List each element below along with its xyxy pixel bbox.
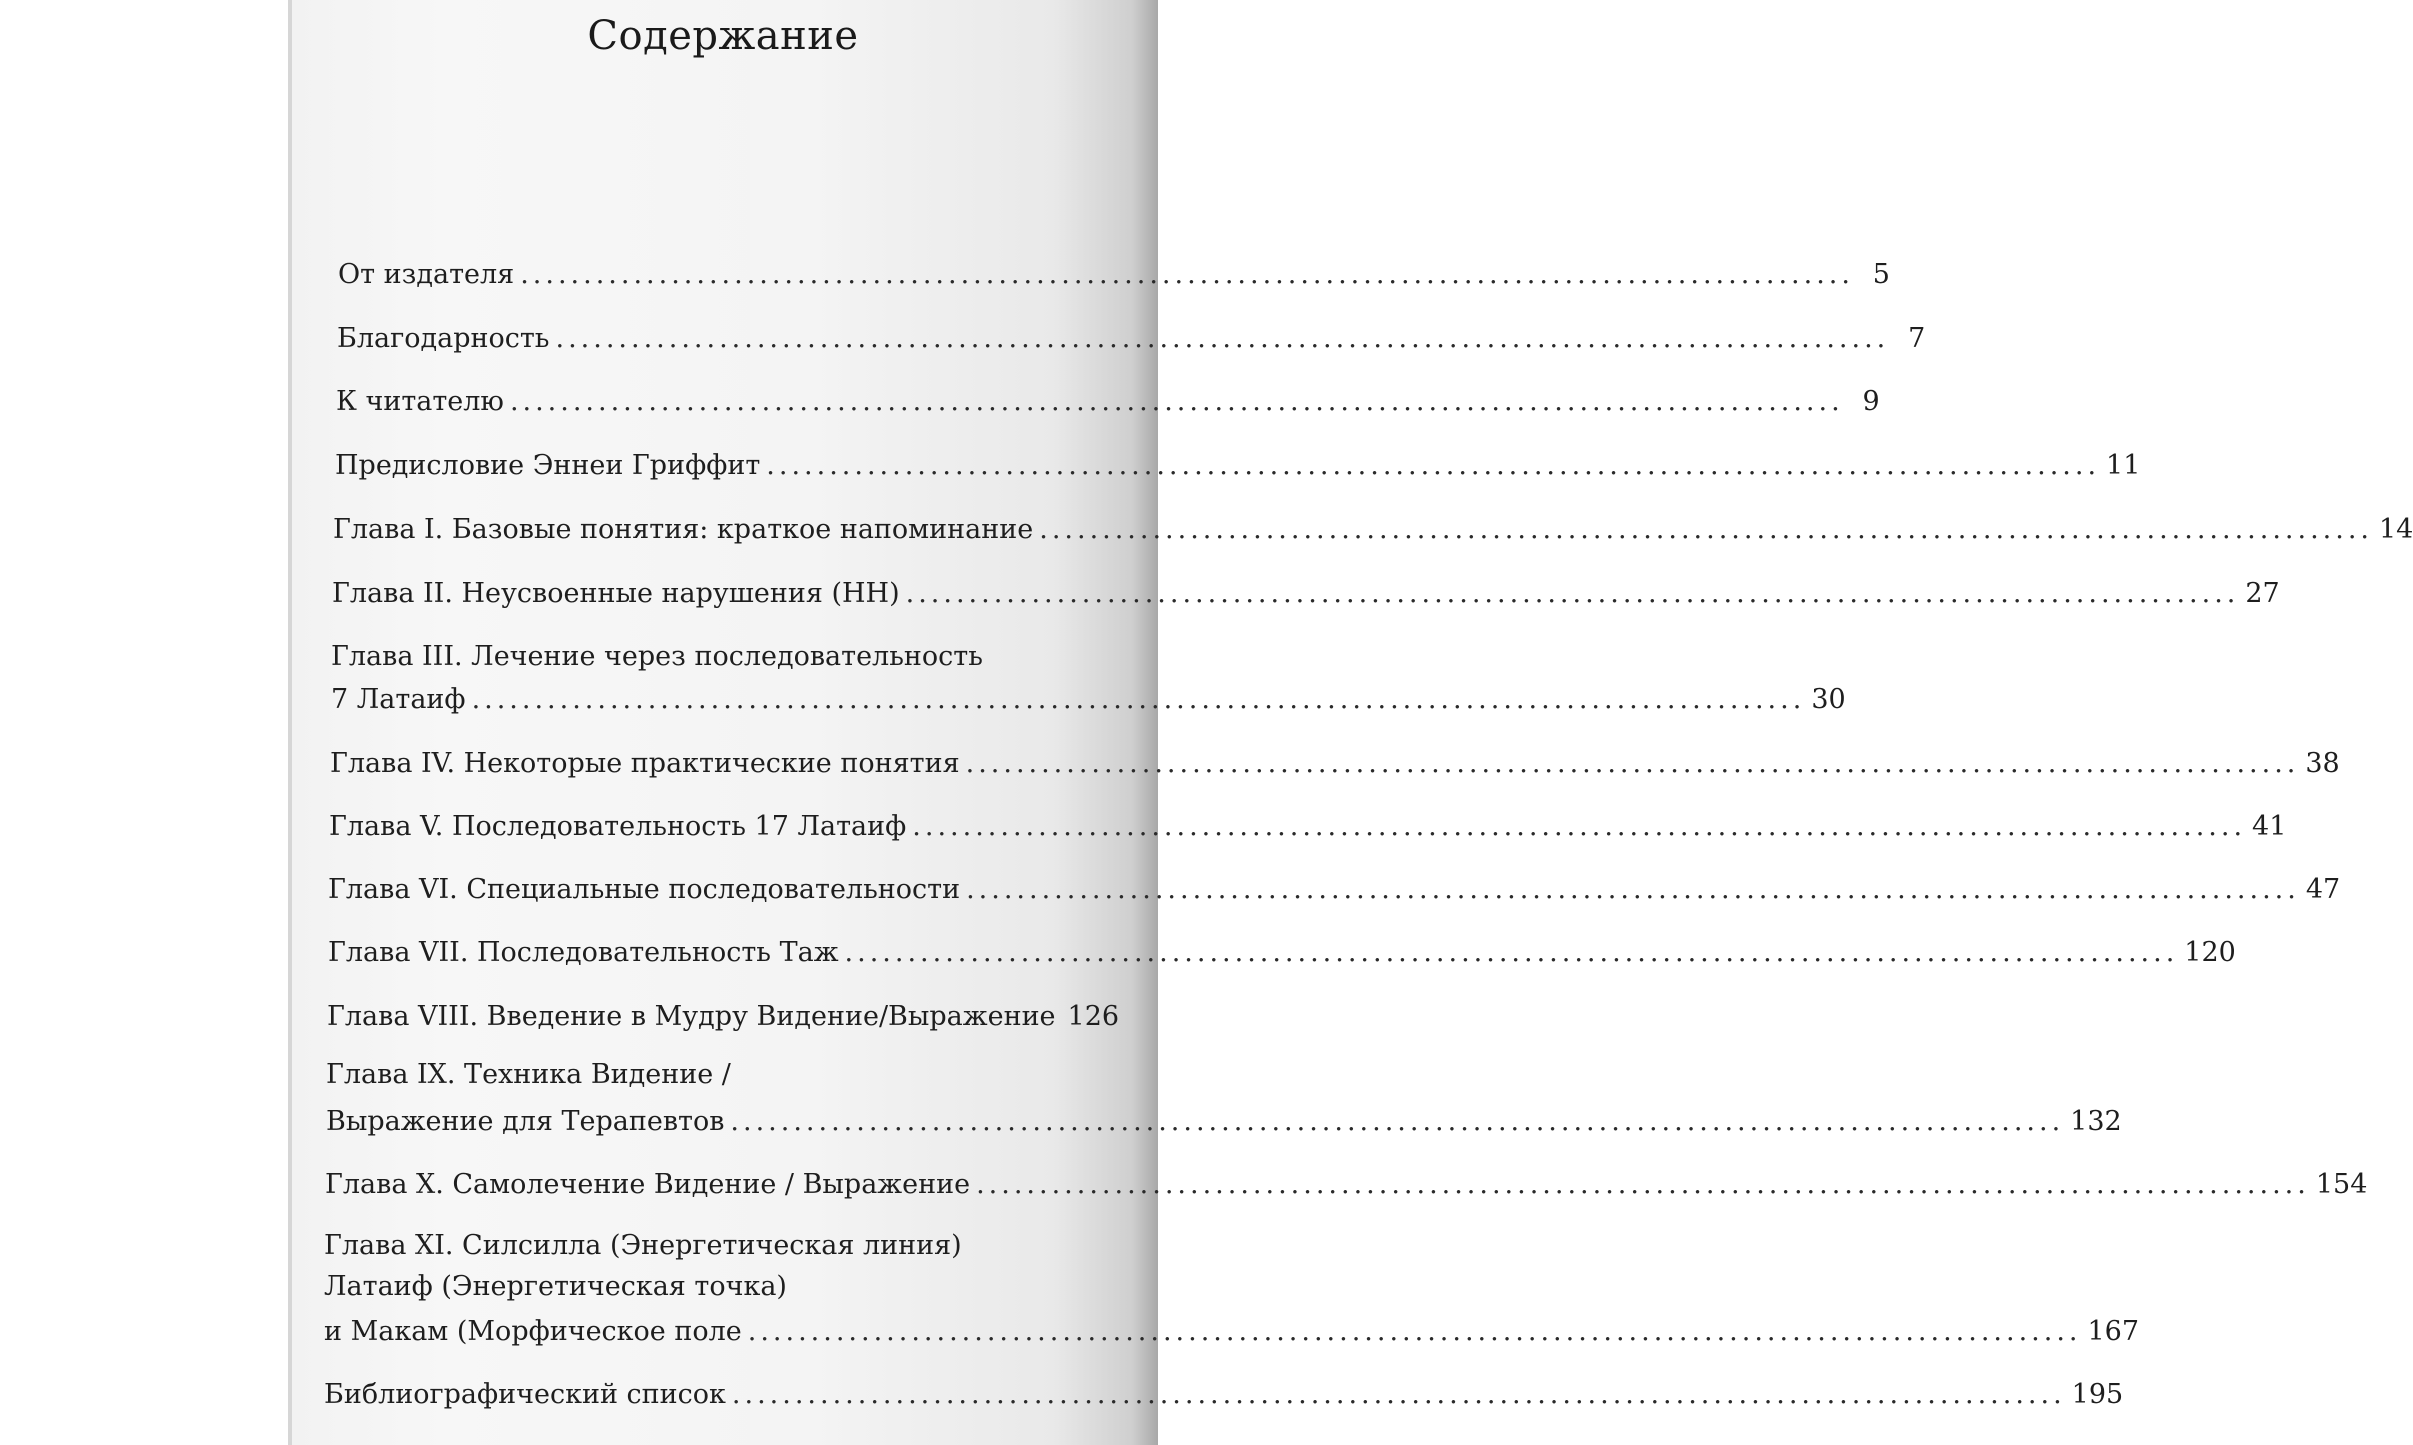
toc-page-number: 30 [1811, 684, 1846, 715]
page-edge [288, 0, 292, 1445]
toc-leader-dots: .......................................................................................................... [471, 684, 1806, 715]
toc-leader-dots: .......................................................................................................... [766, 450, 2101, 481]
toc-entry [332, 569, 2280, 619]
toc-entry-title-line: Глава IX. Техника Видение / [326, 1059, 731, 1090]
toc-entry-title: Глава V. Последовательность 17 Латаиф [329, 811, 907, 842]
toc-leader-dots: .......................................................................................................... [730, 1106, 2065, 1137]
toc-entry [336, 377, 1880, 427]
toc-entry-title-line: Глава XI. Силсилла (Энергетическая линия) [324, 1230, 962, 1261]
toc-entry [337, 314, 1926, 364]
toc-page-number: 9 [1862, 386, 1880, 417]
toc-entry [326, 1097, 2122, 1147]
toc-entry [333, 505, 2413, 555]
toc-entry-title: Глава VI. Специальные последовательности [328, 874, 961, 905]
toc-entry [335, 441, 2141, 491]
toc-entry [331, 675, 1846, 725]
toc-entry-title: Глава VIII. Введение в Мудру Видение/Выражение [327, 1001, 1056, 1032]
toc-entry [324, 1370, 2124, 1420]
toc-leader-dots: .......................................................................................................... [555, 323, 1890, 354]
toc-page-number: 132 [2070, 1106, 2122, 1137]
toc-entry-title: Выражение для Терапевтов [326, 1106, 725, 1137]
toc-page-number: 41 [2252, 811, 2287, 842]
toc-leader-dots: .......................................................................................................... [965, 748, 2300, 779]
toc-leader-dots: .......................................................................................................... [520, 259, 1854, 290]
toc-page-number: 120 [2184, 937, 2236, 968]
page-title: Содержание [587, 13, 859, 59]
toc-entry-title: Глава I. Базовые понятия: краткое напоминание [333, 514, 1034, 545]
toc-leader-dots: .......................................................................................................... [747, 1316, 2082, 1347]
toc-entry-title: К читателю [336, 386, 504, 417]
toc-leader-dots: .......................................................................................................... [966, 874, 2300, 905]
toc-page-number: 38 [2305, 748, 2340, 779]
toc-entry-title: и Макам (Морфическое поле [324, 1316, 742, 1347]
toc-entry-title: Благодарность [337, 323, 550, 354]
toc-entry [325, 1160, 2368, 1210]
toc-page-number: 195 [2071, 1379, 2124, 1410]
toc-page-number: 11 [2106, 450, 2141, 481]
toc-page-number: 27 [2245, 578, 2280, 609]
toc-leader-dots: .......................................................................................................... [905, 578, 2240, 609]
toc-entry [324, 1307, 2140, 1357]
toc-entry-title-line: Латаиф (Энергетическая точка) [324, 1271, 787, 1302]
toc-entry-title: 7 Латаиф [331, 684, 466, 715]
toc-entry [330, 739, 2340, 789]
toc-leader-dots: .......................................................................................................... [509, 386, 1844, 417]
toc-page-number: 14 [2378, 514, 2413, 545]
toc-leader-dots: .......................................................................................................... [844, 937, 2179, 968]
toc-page-number: 47 [2305, 874, 2341, 905]
toc-leader-dots: .......................................................................................................... [912, 811, 2247, 842]
toc-entry-title: Глава X. Самолечение Видение / Выражение [325, 1169, 971, 1200]
toc-leader-dots: .......................................................................................................... [976, 1169, 2310, 1200]
book-page [288, 0, 2413, 1445]
toc-page-number: 154 [2315, 1169, 2368, 1200]
toc-entry-title: Глава IV. Некоторые практические понятия [330, 748, 960, 779]
toc-entry [328, 928, 2236, 978]
toc-entry-title: От издателя [338, 259, 515, 290]
toc-page-number: 126 [1067, 1001, 1120, 1032]
toc-entry [338, 250, 1890, 300]
toc-page-number: 5 [1872, 259, 1890, 290]
toc-leader-dots: .......................................................................................................... [1039, 514, 2373, 545]
toc-entry-title: Предисловие Эннеи Гриффит [335, 450, 761, 481]
toc-entry-title: Глава II. Неусвоенные нарушения (НН) [332, 578, 900, 609]
toc-entry [328, 865, 2341, 915]
toc-entry-title: Глава VII. Последовательность Таж [328, 937, 839, 968]
toc-page-number: 7 [1908, 323, 1926, 354]
toc-entry-title-line: Глава III. Лечение через последовательность [331, 641, 983, 672]
toc-entry-title: Библиографический список [324, 1379, 726, 1410]
toc-entry [329, 802, 2287, 852]
toc-entry [327, 992, 1120, 1042]
toc-page-number: 167 [2087, 1316, 2140, 1347]
toc-leader-dots: .......................................................................................................... [731, 1379, 2066, 1410]
